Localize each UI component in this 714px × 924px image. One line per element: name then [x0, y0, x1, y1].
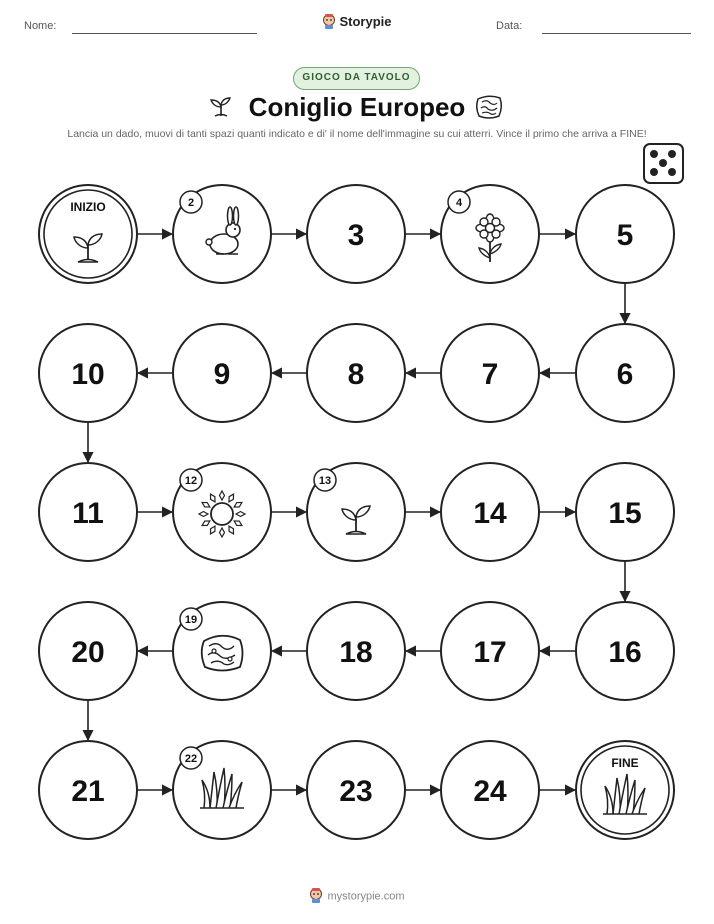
space-number: 7 — [481, 358, 499, 391]
space-number: 5 — [616, 219, 634, 252]
board-space-21[interactable] — [39, 741, 137, 839]
board-space-inizio[interactable] — [39, 185, 137, 283]
name-label: Nome: — [24, 20, 57, 32]
board-space-9[interactable] — [173, 324, 271, 422]
date-label: Data: — [496, 20, 523, 32]
space-number: 20 — [71, 636, 105, 669]
space-number: 21 — [71, 775, 105, 808]
board-space-19[interactable] — [173, 602, 271, 700]
space-number: 14 — [473, 497, 507, 530]
space-number: 3 — [347, 219, 365, 252]
footer-url[interactable]: mystorypie.com — [327, 890, 405, 903]
space-number: 24 — [473, 775, 507, 808]
board-space-20[interactable] — [39, 602, 137, 700]
board-space-11[interactable] — [39, 463, 137, 561]
space-number: 18 — [339, 636, 373, 669]
space-number: 9 — [213, 358, 231, 391]
space-label: FINE — [611, 756, 639, 770]
board-space-10[interactable] — [39, 324, 137, 422]
space-number: 23 — [339, 775, 373, 808]
board-space-8[interactable] — [307, 324, 405, 422]
space-number: 13 — [318, 475, 332, 487]
space-number: 11 — [72, 497, 104, 530]
space-number: 4 — [455, 197, 463, 209]
space-number: 16 — [608, 636, 642, 669]
board-cells — [39, 185, 674, 839]
board-space-5[interactable] — [576, 185, 674, 283]
space-number: 12 — [184, 475, 198, 487]
space-label: INIZIO — [70, 200, 106, 214]
board-space-24[interactable] — [441, 741, 539, 839]
board-space-7[interactable] — [441, 324, 539, 422]
board-space-2[interactable] — [173, 185, 271, 283]
board-space-22[interactable] — [173, 741, 271, 839]
board-space-12[interactable] — [173, 463, 271, 561]
space-number: 6 — [616, 358, 634, 391]
burrow-icon — [202, 636, 243, 671]
board-space-fine[interactable] — [576, 741, 674, 839]
board-space-16[interactable] — [576, 602, 674, 700]
board-space-18[interactable] — [307, 602, 405, 700]
board-space-4[interactable] — [441, 185, 539, 283]
space-number: 17 — [473, 636, 507, 669]
board-space-23[interactable] — [307, 741, 405, 839]
board-space-15[interactable] — [576, 463, 674, 561]
board-space-17[interactable] — [441, 602, 539, 700]
space-number: 15 — [608, 497, 642, 530]
category-badge: GIOCO DA TAVOLO — [293, 67, 420, 90]
page-title: Coniglio Europeo — [248, 92, 466, 122]
board-space-6[interactable] — [576, 324, 674, 422]
board-space-14[interactable] — [441, 463, 539, 561]
space-number: 22 — [184, 753, 198, 765]
space-number: 8 — [347, 358, 365, 391]
space-number: 19 — [184, 614, 198, 626]
board-space-13[interactable] — [307, 463, 405, 561]
brand-name: Storypie — [339, 13, 392, 29]
space-number: 10 — [71, 358, 105, 391]
instructions-text: Lancia un dado, muovi di tanti spazi quanti indicato e di' il nome dell'immagine su cui atterri. Vince il primo che arriva a FINE! — [67, 128, 647, 140]
space-number: 2 — [187, 197, 195, 209]
storypie-mascot-icon — [309, 887, 323, 906]
board-space-3[interactable] — [307, 185, 405, 283]
footer — [0, 887, 714, 906]
